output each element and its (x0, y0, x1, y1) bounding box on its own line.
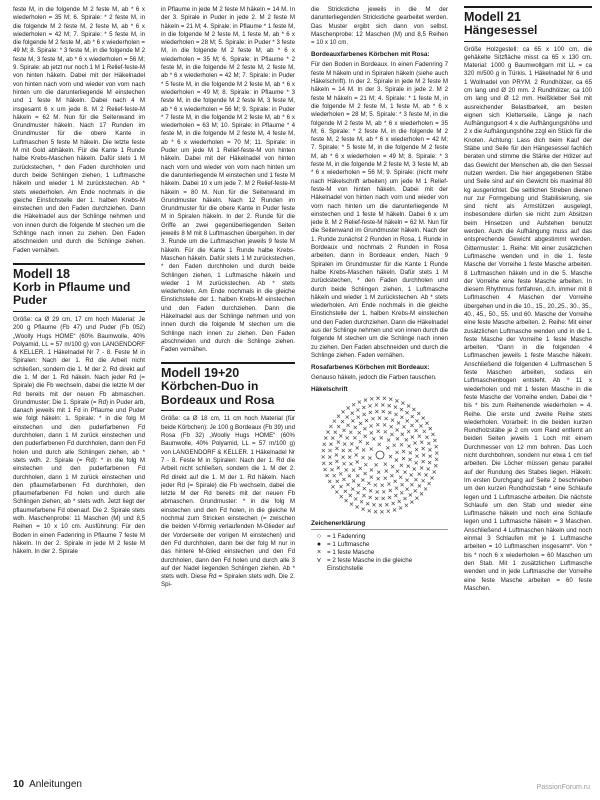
stitch-mark (376, 430, 379, 433)
stitch-mark (361, 456, 364, 459)
stitch-mark (405, 488, 408, 491)
legend-item (311, 533, 448, 541)
stitch-mark (335, 480, 338, 483)
stitch-mark (357, 401, 360, 404)
stitch-mark (344, 499, 347, 502)
stitch-mark (387, 439, 390, 442)
stitch-mark (421, 447, 424, 450)
model-19-20-continued-text: die Strickstiche jeweils in die M der darunterliegenden Strickstiche gearbeitet werden. Das Muster ergibt sich dann von selbst. Maschenprobe: 12 Maschen (M) und 8,5 Reihen = 10 x 10 cm. (311, 6, 448, 47)
model-19-20-instructions: Größe: ca Ø 18 cm, 11 cm hoch Material (für beide Körbchen): Je 100 g Bordeaux (Fb 39) und Rosa (Fb 32) „Woolly Hugs HOME“ (60% Baumwolle, 40% Polyamid, LL = 57 m/100 g) von LANGENDORF & KELLER. 1 Häkelnadel Nr 7 - 8. Feste M in Spiralen: Nach der 1. Rd die Arbeit nicht schließen, sondern die 1. M der 2. Rd direkt auf die 1. M der 1. Rd häkeln. Nach jeder Rd (= Spirale) die Fb wechseln, dabei die letzte M der Rd bereits mit der neuen Fb abmaschen. Grundmuster: * in die folg M einstechen und den Fd holen, in die gleiche M nochmal zum Stricken einstechen (= zwischen die beiden V-förmig verlaufenden M-Glieder auf der Vorderseite der vorigen M einstechen) und den Fd durchholen, dann bei der folg M nur in das hintere M-Glied einstechen und den Fd durchholen, dann den Fd holen und durch alle 3 auf der Nadel liegenden Schlingen ziehen. Ab * stets wdh. Diese Rd = Spiralen stets wdh. Die 2. Spi- (161, 415, 295, 589)
bordeaux-heading: Bordeauxfarbenes Körbchen mit Rosa: (311, 51, 430, 59)
legend-text: = 1 Luftmasche (327, 541, 370, 549)
model-21-instructions: Größe Holzgestell: ca 65 x 100 cm, die gehäkelte Sitzfläche misst ca 65 x 130 cm. Material: 1000 g Baumwollgarn mit LL = ca 320 m/500 g in Türkis. 1 Häkelnadel Nr 6 und 1 Wollnadel von PRYM. 2 Rundhölzer, ca 65 cm lang und Ø 20 mm. 2 Rundhölzer, ca 100 cm lang und Ø 12 mm. Heißkleber Seil mit ausreichender Belastbarkeit, am besten eignen sich Kletterseile, Länge je nach Aufhängungsort 4 x die Aufhängungshöhe und 2 x die Aufhängungshöhe zzgl ein Stück für die Knoten. Achtung: Lass dich beim Kauf der Stäbe und Seile für den Hängesessel fachlich beraten und stimme die Stärke der Hölzer auf das Gewicht der Menschen ab, die den Sessel nutzen werden. Die hier angegebenen Stäbe und Seile sind auf ein Gewicht bis maximal 80 kg ausgerichtet. Die seitlichen Streben dienen nur zur Formgebung und Stabilisierung, sie sind nicht als Armstützen ausgelegt, insbesondere dürfen sie nicht zum Absitzen beim Hinsetzen und Aufstehen benutzt werden. Auch die Aufhängung muss auf das entsprechende Gewicht abgestimmt werden. Gittermuster: 1. Reihe: Mit einer zusätzlichen Luftmasche wenden und in die 1. feste Masche der Vorreihe 1 feste Masche arbeiten. 8 Luftmaschen häkeln und in die 5. Masche der Vorreihe eine feste Masche arbeiten. In diesem Rhythmus fortfahren, d.h. immer mit 8 Luftmaschen 4 Maschen der Vorreihe übergehen und in die 10., 15., 20.,25., 30., 35., 40., 45., 50., 55. und 60. Masche der Vorreihe eine feste Masche arbeiten. 2. Reihe: Mit einer zusätzlichen Luftmasche wenden und in die 1. feste Masche der Vorreihe 1 feste Masche arbeiten. *Dann in die folgenden 4 Luftmaschen jeweils 1 feste Masche häkeln. Anschließend die folgenden 4 Luftmaschen 5 feste Maschen arbeiten, sodass ein Luftmaschenbogen entsteht. Ab * 11 x wiederholen und mit 1 festen Masche in die feste Masche der Vorreihe enden. Dabei die * bis * bis zum Reihenende wiederholen = 4. Reihe. Die erste und zweite Reihe stets wiederholen. Vorarbeit: In die beiden kurzen Rundholzstäbe je 2 cm vom Rand entfernt an beiden Seiten jeweils 1 Loch mit einem Durchmesser von 12 mm bohren. Das Loch nicht durchbohren, sondern nur etwa 1 cm tief arbeiten. Die Löcher müssen genau parallel auf der Rundung des Stabes liegen. Häkeln: Im ersten Durchgang auf Seite 2 beschrieben um den kurzen Rundholzstab * eine Schlaufe legen und 1 Luftmasche arbeiten. Die nächste Schlaufe um den Stab und wieder eine Luftmasche häkeln und noch eine Schlaufe legen und 1 Luftmasche häkeln = 3 Maschen. Anschließend 4 Luftmaschen häkeln und noch einmal 3 Schlaufen mit je 1 Luftmasche arbeiten = 10 Luftmaschen insgesamt*. Von * bis * noch 6 x wiederholen = 60 Maschen um den Stab. Mit 1 zusätzlichen Luftmasche wenden und in jede Luftmasche der Vorreihe eine feste Masche arbeiten = 60 feste Maschen. (464, 45, 592, 592)
stitch-mark (382, 397, 385, 400)
stitch-mark (392, 509, 395, 512)
stitch-mark (388, 411, 391, 414)
model-18-instructions: Größe: ca Ø 29 cm, 17 cm hoch Material: Je 200 g Pflaume (Fb 47) und Puder (Fb 052) „Woolly Hugs HOME“ (60% Baumwolle, 40% Polyamid, LL = 57 m/100 g) von LANGENDORF & KELLER. 1 Häkelnadel Nr 7 - 8. Feste M in Spiralen: Nach der 1. Rd die Arbeit nicht schließen, sondern die 1. M der 2. Rd direkt auf die 1. M der 1. Rd häkeln. Nach jeder Rd (= Spirale) die Fb wechseln, dabei die letzte M der Rd bereits mit der neuen Fb abmaschen. Grundmuster: Die 1. Spirale (= Rd) in Puder arb, danach jeweils mit 1 Fd in Pflaume und Puder wie folgt häkeln: 1. Spirale: * in die folg M einstechen und den puderfarbenen Fd durchholen, dann 1 M zurück einstechen und den puderfarbenen Fd durchholen, dann den Fd holen und durch alle Schlingen ziehen, ab * stets wdh. 2. Spirale (= Rd): * in die folg M einstechen und den puderfarbenen Fd durchholen, dann 1 M zurück einstechen und den pflaumefarbenen Fd durchholen, den pflaumefarbenen Fd holen und durch alle Schlingen ziehen, ab * stets wdh. Jetzt liegt der pflaumefarbene Fd obenauf. Die 2. Spirale stets wdh. Maschenprobe: 11 Maschen (M) und 8,5 Reihen = 10 x 10 cm. Ausführung: Für den Boden in einen Fadenring in Pflaume 7 feste M häkeln. In der 2. Spirale in jede M 2 feste M häkeln. In der 2. Spirale (13, 315, 145, 556)
stitch-mark (414, 448, 417, 451)
stitch-mark (382, 491, 385, 494)
stitch-mark (348, 494, 351, 497)
stitch-mark (428, 427, 431, 430)
stitch-mark (434, 465, 437, 468)
column-4 (464, 6, 592, 760)
stitch-mark (368, 411, 371, 414)
stitch-mark (382, 424, 385, 427)
stitch-mark (421, 480, 424, 483)
stitch-mark (363, 428, 366, 431)
stitch-mark (421, 454, 424, 457)
stitch-mark (339, 473, 342, 476)
stitch-mark (408, 458, 411, 461)
stitch-mark (414, 479, 417, 482)
stitch-mark (348, 449, 351, 452)
model-19-20-subtitle: Körbchen-Duo in Bordeaux und Rosa (161, 380, 295, 411)
stitch-mark (395, 438, 398, 441)
crochet-chart-diagram (314, 396, 446, 514)
stitch-mark (393, 480, 396, 483)
stitch-mark (403, 471, 406, 474)
stitch-mark (329, 443, 332, 446)
model-21-title: Modell 21 (464, 10, 521, 24)
stitch-mark (369, 476, 372, 479)
stitch-mark (399, 408, 402, 411)
stitch-mark (363, 435, 366, 438)
stitch-mark (414, 462, 417, 465)
stitch-mark (322, 443, 325, 446)
stitch-mark (395, 451, 398, 454)
stitch-mark (419, 425, 422, 428)
stitch-mark (348, 456, 351, 459)
stitch-mark (341, 449, 344, 452)
stitch-mark (352, 404, 355, 407)
watermark: PassionForum.ru (536, 784, 590, 791)
section-divider (13, 263, 145, 265)
stitch-mark (349, 503, 352, 506)
rosa-heading: Rosafarbenes Körbchen mit Bordeaux: (311, 364, 430, 372)
stitch-mark (354, 498, 357, 501)
stitch-mark (407, 445, 410, 448)
stitch-mark (324, 437, 327, 440)
legend-symbol: ⋎ (316, 557, 322, 565)
model-18-continued-text: in Pflaume in jede M 2 feste M häkeln = 14 M. In der 3. Spirale in Puder in jede 2. M 2 feste M häkeln = 21 M; 4. Spirale: in Pflaume * 1 feste M, in die folgende M 2 feste M, 1 feste M, ab * 6 x wiederholen = 28 M; 5. Spirale: in Puder * 3 feste M, in die folgende M 2 feste M, ab * 6 x wiederholen = 35 M; 6. Spirale: in Pflaume * 2 feste M, in die folgende M 2 feste M, 2 feste M, ab * 6 x wiederholen = 42 M; 7. Spirale: in Puder * 5 feste M, in die folgende M 2 feste M, ab * 6 x wiederholen = 49 M; 8. Spirale: in Pflaume * 3 feste M, in die folgende M 2 feste M, 3 feste M, ab * 6 x wiederholen = 56 M; 9. Spirale: in Puder * 7 feste M, in die folgende M 2 feste M, ab * 6 x wiederholen = 63 M; 10. Spirale: in Pflaume * 4 feste M, in die folgende M 2 feste M, 4 feste M, ab * 6 x wiederholen = 70 M; 11. Spirale: in Puder um jede M 1 Relief-feste-M von hinten häkeln. Dabei mit der Häkelnadel von hinten nach vorn und wieder von vorn nach hinten um die darunterliegende M einstechen und 1 feste M häkeln. Dabei 10 x um jede 7. M 2 Relief-feste-M häkeln = 80 M. Nun für die Seitenwand im Grundmuster häkeln. Nach 12 Runden im Grundmuster für die obere Kante in Puder feste M in Spiralen häkeln. In der 2. Runde für die Griffe an zwei gegenüberliegenden Seiten jeweils 8 M mit 8 Luftmaschen übergehen. In der 3. Runde um die Luftmaschen jeweils 9 feste M häkeln. Für die Kante 1 Runde halbe Krebs-Maschen häkeln. Dafür stets 1 M zurückstechen, * den Faden durchholen und durch beide Schlingen ziehen, 1 Luftmasche häkeln und wieder 1 M zurückstechen. Ab * stets wiederholen. Am Ende nochmals in die gleiche Einstichstelle der 1. halben Krebs-M einstechen und den Faden durchziehen. Dann die Häkelnadel aus der Schlinge nehmen und von innen durch die folgende M stechen um die Schlinge nach innen zu ziehen. Den Faden abschneiden und durch die Schlinge ziehen. Faden vernähen. (161, 6, 295, 354)
stitch-mark (435, 452, 438, 455)
model-18-title: Modell 18 (13, 266, 70, 281)
stitch-mark (381, 410, 384, 413)
stitch-mark (335, 447, 338, 450)
model-18-subtitle: Korb in Pflaume und Puder (13, 281, 145, 312)
stitch-mark (369, 425, 372, 428)
stitch-mark (398, 507, 401, 510)
stitch-mark (350, 443, 353, 446)
stitch-mark (399, 444, 402, 447)
stitch-mark (399, 464, 402, 467)
stitch-mark (342, 463, 345, 466)
stitch-mark (427, 482, 430, 485)
stitch-mark (428, 455, 431, 458)
stitch-mark (341, 456, 344, 459)
stitch-mark (379, 437, 382, 440)
stitch-mark (377, 471, 380, 474)
stitch-mark (323, 468, 326, 471)
section-divider (464, 6, 592, 8)
stitch-mark (350, 412, 353, 415)
stitch-mark (374, 404, 377, 407)
legend-title: Zeichenerklärung (311, 520, 448, 530)
stitch-mark (340, 420, 343, 423)
stitch-mark (407, 430, 410, 433)
stitch-mark (353, 437, 356, 440)
stitch-mark (423, 488, 426, 491)
page-number: 10 (13, 779, 25, 790)
stitch-mark (356, 492, 359, 495)
stitch-mark (361, 449, 364, 452)
legend-text: = 1 feste Masche (327, 549, 375, 557)
stitch-mark (390, 419, 393, 422)
stitch-mark (328, 449, 331, 452)
stitch-mark (347, 475, 350, 478)
stitch-mark (354, 454, 357, 457)
stitch-mark (358, 467, 361, 470)
stitch-mark (413, 442, 416, 445)
stitch-mark (404, 504, 407, 507)
stitch-mark (331, 486, 334, 489)
column-2 (161, 6, 295, 760)
stitch-mark (333, 431, 336, 434)
stitch-mark (386, 510, 389, 513)
stitch-mark (389, 426, 392, 429)
stitch-mark (346, 407, 349, 410)
stitch-mark (434, 446, 437, 449)
stitch-mark (415, 455, 418, 458)
stitch-mark (370, 398, 373, 401)
stitch-mark (368, 405, 371, 408)
stitch-mark (376, 397, 379, 400)
stitch-mark (377, 443, 380, 446)
stitch-mark (405, 420, 408, 423)
stitch-mark (364, 419, 367, 422)
stitch-mark (335, 491, 338, 494)
stitch-mark (352, 469, 355, 472)
model-18-top-text: feste M, in die folgende M 2 feste M, ab * 6 x wiederholen = 35 M; 6. Spirale: * 2 feste M, in die folgende M 2 feste M, 2 feste M, ab * 6 x wiederholen = 42 M; 7. Spirale: * 5 feste M, in die folgende M 2 feste M, ab * 6 x wiederholen = 49 M; 8. Spirale: * 3 feste M, in die folgende M 2 feste M, 3 feste M, ab * 6 x wiederholen = 56 M; 9. Spirale: ab jetzt nur noch 1 M 1 Relief-feste-M von hinten häkeln. Dabei mit der Häkelnadel von hinten nach vorn und wieder von vorn nach hinten um die darunterliegende M einstechen und 1 feste M häkeln. Dabei nach 4 M insgesamt 6 x um jede 8. M 2 Relief-feste-M häkeln = 62 M. Nun für die Seitenwand im Grundmuster häkeln. Nach 17 Runden im Grundmuster für die obere Kante in Luftmaschen 5 feste M häkeln. Die letzte feste M mit Gold abhäkeln. Für die Kante 1 Runde halbe Krebs-Maschen häkeln. Dafür stets 1 M zurückstechen, * den Faden durchholen und durch beide Schlingen ziehen, 1 Luftmasche häkeln und wieder 1 M zurückstechen. Ab * stets wiederholen. Am Ende nochmals in die gleiche Einstichstelle der 1. halben Krebs-M einstechen und den Faden durchziehen. Dann die Häkelnadel aus der Schlinge nehmen und von innen durch die folgende M stechen um die Schlinge nach innen zu ziehen. Den Faden abschneiden und durch die Schlinge ziehen. Faden vernähen. (13, 6, 145, 254)
stitch-mark (358, 440, 361, 443)
stitch-mark (406, 405, 409, 408)
stitch-mark (391, 502, 394, 505)
stitch-mark (339, 495, 342, 498)
stitch-mark (344, 469, 347, 472)
stitch-mark (376, 478, 379, 481)
stitch-mark (343, 443, 346, 446)
stitch-mark (335, 460, 338, 463)
stitch-mark (328, 462, 331, 465)
stitch-mark (424, 474, 427, 477)
stitch-mark (363, 399, 366, 402)
stitch-mark (342, 478, 345, 481)
stitch-mark (321, 456, 324, 459)
stitch-mark (432, 471, 435, 474)
stitch-mark (343, 490, 346, 493)
stitch-mark (389, 398, 392, 401)
stitch-mark (394, 459, 397, 462)
stitch-mark (421, 460, 424, 463)
stitch-mark (390, 474, 393, 477)
stitch-mark (363, 472, 366, 475)
page-footer (13, 779, 82, 790)
stitch-mark (375, 497, 378, 500)
legend-item (311, 557, 448, 573)
stitch-mark (356, 416, 359, 419)
stitch-mark (339, 435, 342, 438)
stitch-mark (417, 473, 420, 476)
stitch-mark (371, 418, 374, 421)
stitch-mark (369, 469, 372, 472)
stitch-mark (384, 417, 387, 420)
stitch-mark (415, 420, 418, 423)
rosa-instructions: Genauso häkeln, jedoch die Farben tauschen. (311, 374, 437, 382)
stitch-mark (419, 493, 422, 496)
stitch-mark (368, 496, 371, 499)
stitch-mark (331, 437, 334, 440)
legend-text: = 2 feste Masche in die gleiche Einstichstelle (327, 557, 413, 573)
stitch-mark (336, 441, 339, 444)
stitch-mark (400, 484, 403, 487)
stitch-mark (367, 510, 370, 513)
stitch-mark (408, 452, 411, 455)
stitch-mark (395, 470, 398, 473)
stitch-mark (427, 442, 430, 445)
legend-symbol: × (316, 549, 322, 557)
stitch-mark (380, 484, 383, 487)
stitch-mark (421, 417, 424, 420)
stitch-mark (377, 417, 380, 420)
stitch-mark (386, 447, 389, 450)
stitch-mark (329, 425, 332, 428)
stitch-mark (356, 409, 359, 412)
stitch-mark (359, 422, 362, 425)
section-name: Anleitungen (29, 779, 82, 790)
stitch-mark (372, 504, 375, 507)
stitch-mark (322, 462, 325, 465)
stitch-mark (390, 466, 393, 469)
column-1 (13, 6, 145, 760)
stitch-mark (337, 425, 340, 428)
stitch-mark (415, 497, 418, 500)
stitch-mark (351, 480, 354, 483)
stitch-mark (406, 465, 409, 468)
stitch-mark (428, 449, 431, 452)
stitch-mark (405, 412, 408, 415)
stitch-mark (414, 429, 417, 432)
stitch-mark (325, 474, 328, 477)
stitch-mark (355, 506, 358, 509)
stitch-mark (385, 504, 388, 507)
stitch-mark (361, 479, 364, 482)
stitch-mark (372, 438, 375, 441)
stitch-mark (422, 430, 425, 433)
stitch-mark (367, 482, 370, 485)
stitch-mark (336, 415, 339, 418)
stitch-mark (357, 432, 360, 435)
stitch-mark (400, 492, 403, 495)
stitch-mark (366, 503, 369, 506)
magic-ring-mark (376, 451, 384, 459)
stitch-mark (392, 444, 395, 447)
stitch-mark (396, 422, 399, 425)
bordeaux-instructions: Für den Boden in Bordeaux. In einen Fadenring 7 feste M häkeln und in Spiralen häkeln (siehe auch Häkelschrift). In der 2. Spirale in jede M 2 feste M häkeln = 14 M. In der 3. Spirale in jede 2. M 2 feste M häkeln = 21 M; 4. Spirale: * 1 feste M, in die folgende M 2 feste M, 1 feste M, ab * 6 x wiederholen = 28 M; 5. Spirale: * 3 feste M, in die folgende M 2 feste M, ab * 6 x wiederholen = 35 M; 6. Spirale: * 2 feste M, in die folgende M 2 feste M, 2 feste M, ab * 6 x wiederholen = 42 M; 7. Spirale: * 5 feste M, in die folgende M 2 feste M, ab * 6 x wiederholen = 49 M; 8. Spirale: * 3 feste M, in die folgende M 2 feste M, 3 feste M, ab * 6 x wiederholen = 56 M; 9. Spirale: (nicht mehr nach Häkelschrift arbeiten) um jede M 1 Relief-feste-M von hinten häkeln. Dabei mit der Häkelnadel von hinten nach vorn und wieder von vorn nach hinten um die darunterliegende M einstechen und 1 feste M häkeln. Dabei 6 x um jede 8. M 2 Relief-feste-M häkeln = 62 M. Nun für die Seitenwand im Grundmuster häkeln. Nach der 1. Runde zunächst 2 Runden in Rosa, 1 Runde in Bordeaux und nochmals 2 Runden in Rosa arbeiten, dann in Bordeaux enden. Nach 9 Spiralen im Grundmuster für die Kante 1 Runde halbe Krebs-Maschen häkeln. Dafür stets 1 M zurückstechen, * den Faden durchholen und durch beide Schlingen ziehen, 1 Luftmasche häkeln und wieder 1 M zurückstechen. Ab * stets wiederholen. Am Ende nochmals in die gleiche Einstichstelle der 1. halben Krebs-M einstechen und den Faden durchziehen. Dann die Häkelnadel aus der Schlinge nehmen und von innen durch die folgende M stechen um die Schlinge nach innen zu ziehen. Den Faden abschneiden und durch die Schlinge ziehen. Faden vernähen. (311, 61, 448, 359)
stitch-mark (355, 461, 358, 464)
stitch-mark (349, 431, 352, 434)
stitch-mark (364, 464, 367, 467)
stitch-mark (410, 436, 413, 439)
stitch-mark (346, 483, 349, 486)
stitch-mark (402, 426, 405, 429)
legend-symbol: ● (316, 541, 322, 549)
stitch-mark (387, 496, 390, 499)
stitch-mark (399, 476, 402, 479)
stitch-mark (430, 477, 433, 480)
stitch-mark (346, 424, 349, 427)
stitch-mark (380, 511, 383, 514)
legend-text: = 1 Fadenring (327, 533, 366, 541)
stitch-mark (345, 437, 348, 440)
stitch-mark (332, 475, 335, 478)
haekelschrift-heading: Häkelschrift (311, 386, 348, 394)
stitch-mark (345, 416, 348, 419)
stitch-mark (428, 461, 431, 464)
stitch-mark (408, 494, 411, 497)
stitch-mark (425, 422, 428, 425)
stitch-mark (326, 431, 329, 434)
stitch-mark (409, 474, 412, 477)
stitch-mark (435, 458, 438, 461)
stitch-mark (334, 454, 337, 457)
stitch-mark (410, 501, 413, 504)
stitch-mark (332, 420, 335, 423)
stitch-mark (400, 433, 403, 436)
section-divider (161, 362, 295, 364)
stitch-mark (420, 441, 423, 444)
stitch-mark (336, 467, 339, 470)
stitch-mark (410, 484, 413, 487)
stitch-mark (341, 411, 344, 414)
stitch-mark (410, 415, 413, 418)
stitch-mark (395, 429, 398, 432)
stitch-mark (387, 483, 390, 486)
stitch-mark (431, 433, 434, 436)
stitch-mark (357, 484, 360, 487)
stitch-mark (375, 410, 378, 413)
legend-item (311, 541, 448, 549)
stitch-mark (390, 433, 393, 436)
stitch-mark (393, 406, 396, 409)
stitch-mark (349, 463, 352, 466)
stitch-mark (361, 508, 364, 511)
stitch-mark (404, 439, 407, 442)
stitch-mark (412, 468, 415, 471)
stitch-mark (405, 479, 408, 482)
stitch-mark (362, 406, 365, 409)
stitch-mark (383, 477, 386, 480)
stitch-mark (362, 494, 365, 497)
stitch-mark (433, 439, 436, 442)
legend-item (311, 549, 448, 557)
stitch-mark (369, 432, 372, 435)
stitch-mark (321, 449, 324, 452)
stitch-mark (355, 447, 358, 450)
stitch-mark (412, 408, 415, 411)
column-3 (311, 6, 448, 760)
stitch-mark (365, 442, 368, 445)
stitch-mark (425, 436, 428, 439)
stitch-mark (394, 413, 397, 416)
model-19-20-title: Modell 19+20 (161, 366, 240, 381)
stitch-mark (328, 480, 331, 483)
stitch-mark (403, 497, 406, 500)
stitch-mark (381, 497, 384, 500)
stitch-mark (362, 487, 365, 490)
legend-symbol: ○ (316, 533, 322, 541)
stitch-mark (401, 457, 404, 460)
stitch-mark (394, 494, 397, 497)
stitch-mark (381, 404, 384, 407)
stitch-mark (426, 468, 429, 471)
stitch-mark (400, 416, 403, 419)
model-21-subtitle: Hängesessel (464, 24, 592, 42)
stitch-mark (376, 424, 379, 427)
stitch-mark (378, 504, 381, 507)
stitch-mark (356, 475, 359, 478)
stitch-mark (374, 464, 377, 467)
stitch-mark (353, 426, 356, 429)
stitch-mark (351, 420, 354, 423)
stitch-mark (394, 487, 397, 490)
stitch-mark (339, 485, 342, 488)
stitch-mark (417, 412, 420, 415)
stitch-mark (369, 490, 372, 493)
stitch-mark (373, 510, 376, 513)
stitch-mark (384, 470, 387, 473)
stitch-mark (413, 490, 416, 493)
stitch-mark (368, 457, 371, 460)
stitch-mark (388, 489, 391, 492)
stitch-mark (401, 402, 404, 405)
stitch-mark (351, 488, 354, 491)
stitch-mark (362, 413, 365, 416)
stitch-mark (395, 400, 398, 403)
stitch-mark (359, 501, 362, 504)
stitch-mark (397, 500, 400, 503)
stitch-mark (417, 435, 420, 438)
stitch-mark (375, 491, 378, 494)
stitch-mark (401, 450, 404, 453)
stitch-mark (373, 484, 376, 487)
stitch-mark (383, 463, 386, 466)
legend (311, 520, 448, 573)
stitch-mark (387, 405, 390, 408)
stitch-mark (342, 429, 345, 432)
stitch-mark (383, 431, 386, 434)
stitch-mark (410, 424, 413, 427)
stitch-mark (388, 455, 391, 458)
stitch-mark (328, 456, 331, 459)
stitch-mark (369, 448, 372, 451)
stitch-mark (330, 469, 333, 472)
stitch-mark (420, 467, 423, 470)
stitch-mark (417, 485, 420, 488)
